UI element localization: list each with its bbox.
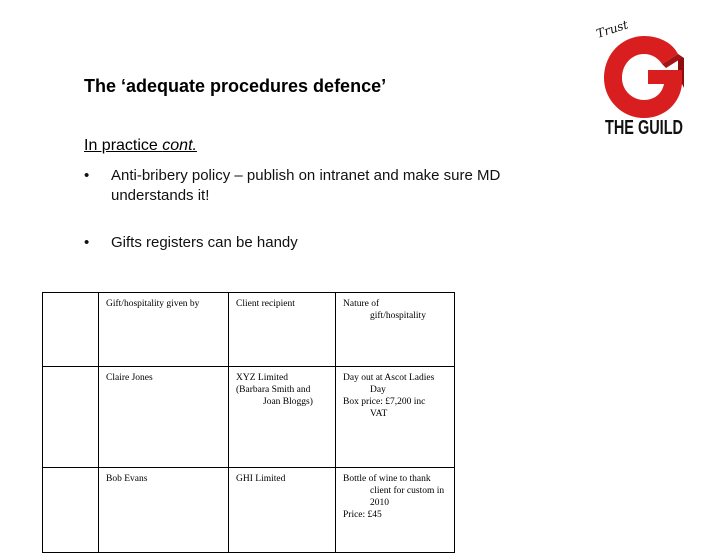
table-blank-cell (43, 468, 99, 553)
table-row (43, 468, 455, 553)
bullet-item (84, 166, 554, 206)
cell-nature (336, 468, 455, 553)
cell-recipient (229, 468, 336, 553)
recipient-line: Joan Bloggs) (263, 397, 313, 407)
header-nature-line1: Nature of (343, 299, 380, 309)
cell-recipient (229, 367, 336, 468)
recipient-line: (Barbara Smith and (236, 385, 311, 395)
nature-line: Box price: £7,200 inc (343, 397, 426, 407)
guild-g-icon (592, 18, 696, 142)
header-nature-line2: gift/hospitality (370, 311, 426, 321)
bullet-marker: • (84, 234, 90, 251)
the-guild-logo (592, 18, 696, 142)
bullet-text: Gifts registers can be handy (111, 234, 298, 251)
nature-line: Day (370, 385, 386, 395)
recipient-line: GHI Limited (236, 474, 286, 484)
recipient-line: XYZ Limited (236, 373, 288, 383)
cell-given-by: Claire Jones (99, 367, 229, 468)
slide-title: The ‘adequate procedures defence’ (84, 76, 387, 96)
cell-given-by: Bob Evans (99, 468, 229, 553)
table-row (43, 367, 455, 468)
nature-line: Day out at Ascot Ladies (343, 373, 435, 383)
header-nature (336, 293, 455, 367)
nature-line: 2010 (370, 498, 389, 508)
nature-line: Price: £45 (343, 510, 382, 520)
subtitle-emphasis: cont. (162, 137, 197, 154)
nature-line: Bottle of wine to thank (343, 474, 431, 484)
header-recipient: Client recipient (229, 293, 336, 367)
logo-wordmark: THE GUILD (605, 117, 683, 139)
nature-line: VAT (370, 409, 388, 419)
nature-line: client for custom in (370, 486, 445, 496)
table-blank-cell (43, 367, 99, 468)
header-given-by: Gift/hospitality given by (99, 293, 229, 367)
logo-script-text: Trust (594, 17, 630, 41)
gifts-register-table (42, 292, 455, 553)
table-header-row (43, 293, 455, 367)
bullet-text: Anti-bribery policy – publish on intranet and make sure MD understands it! (111, 167, 501, 204)
cell-nature (336, 367, 455, 468)
bullet-list (84, 166, 554, 280)
bullet-marker: • (84, 167, 90, 184)
subtitle-text: In practice (84, 137, 163, 154)
table-blank-cell (43, 293, 99, 367)
section-subtitle (84, 137, 197, 155)
bullet-item (84, 233, 554, 253)
